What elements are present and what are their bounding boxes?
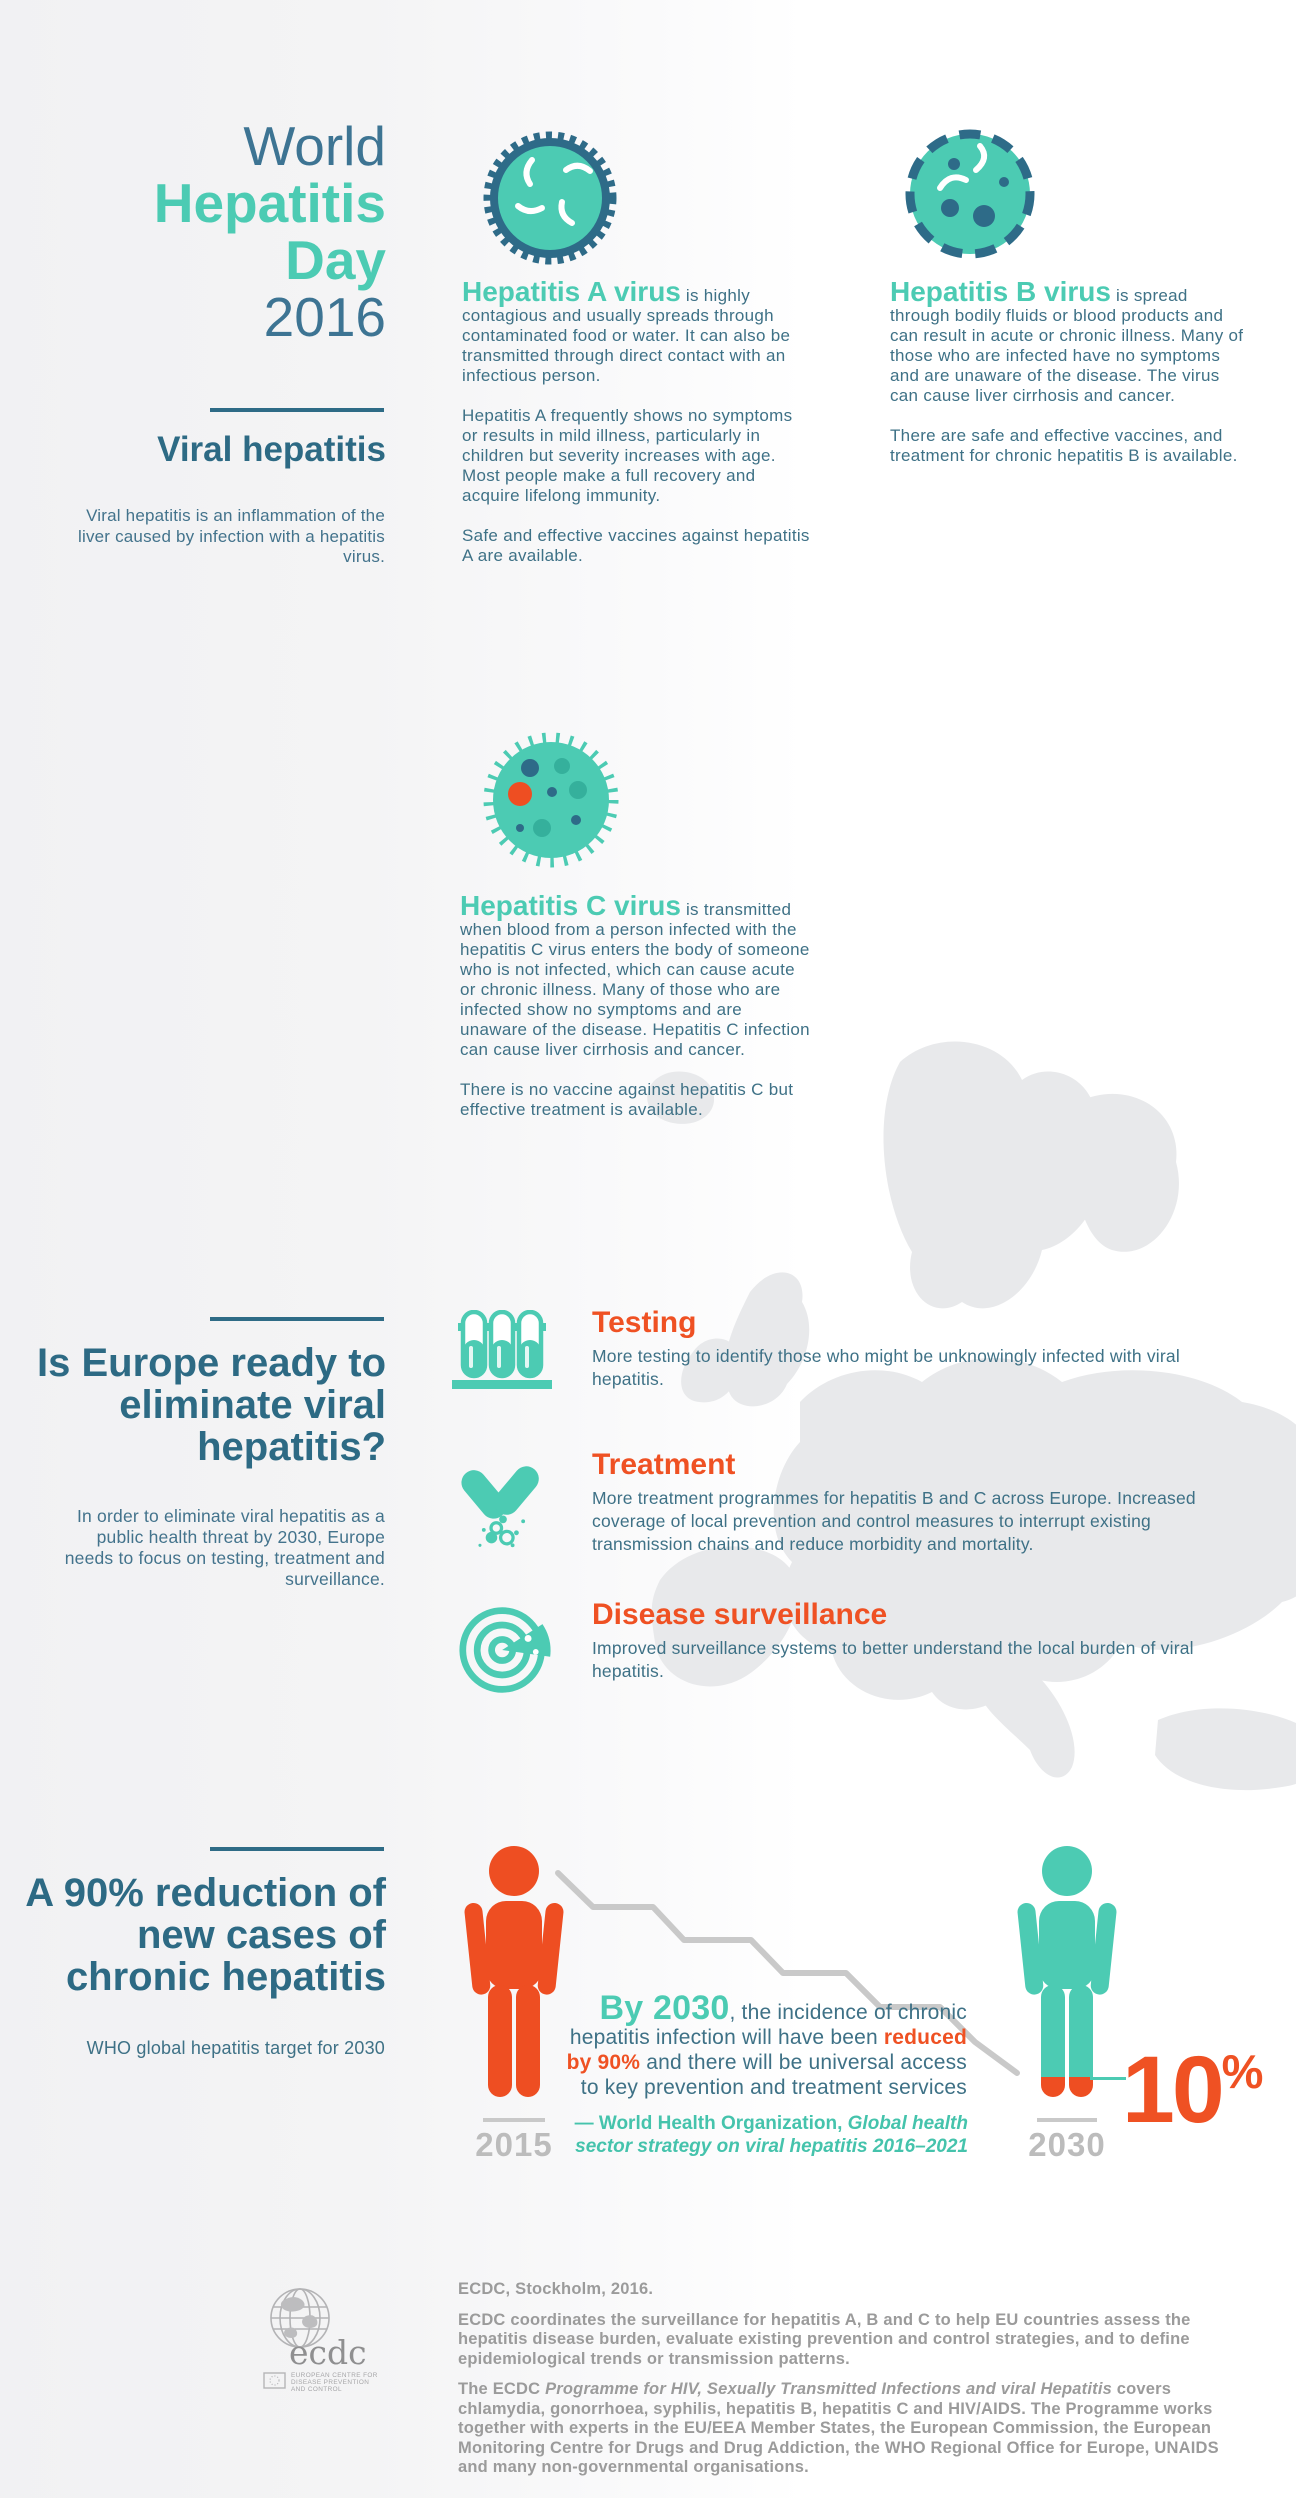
footer-paragraph-1: ECDC coordinates the surveillance for hepatitis A, B and C to help EU countries assess the hepatitis disease burden, evaluate existing prevention and control strategies, and to define epidemiological trends or transmission patterns. <box>458 2310 1191 2368</box>
hepatitis-c-card <box>460 890 812 1140</box>
percent-number: 10 <box>1122 2037 1222 2143</box>
virus-c-orange-dot <box>508 782 532 806</box>
treatment-text: More treatment programmes for hepatitis B and C across Europe. Increased coverage of local prevention and control measures to interrupt existing transmission chains and reduce morbidity and mortality. <box>592 1488 1196 1554</box>
footer-text-block <box>458 2280 1250 2489</box>
action-surveillance <box>592 1598 1242 1683</box>
hepatitis-c-virus-icon <box>478 728 624 872</box>
percent-sign: % <box>1221 2045 1264 2098</box>
title-day: Day <box>285 229 386 291</box>
person-2030-underline <box>1037 2118 1097 2122</box>
footer-para2-post: covers chlamydia, gonorrhoea, syphilis, hepatitis B, hepatitis C and HIV/AIDS. The Programme works together with experts in the EU/EEA Member States, the European Commission, the European Monitoring Centre for Drugs and Drug Addiction, the WHO Regional Office for Europe, UNAIDS and many non-governmental organisations. <box>458 2380 1219 2476</box>
footer-citation: ECDC, Stockholm, 2016. <box>458 2280 654 2298</box>
surveillance-title: Disease surveillance <box>592 1598 888 1631</box>
ecdc-caption-line1: EUROPEAN CENTRE FOR <box>291 2372 378 2379</box>
ecdc-caption-line2: DISEASE PREVENTION <box>291 2379 370 2386</box>
ecdc-logo-text: ecdc <box>289 2333 367 2372</box>
hepatitis-a-paragraph-3: Safe and effective vaccines against hepatitis A are available. <box>462 526 810 565</box>
statement-highlight: reduced by 90% <box>566 2026 967 2074</box>
title-world: World <box>243 115 386 177</box>
section-divider-1 <box>210 408 384 412</box>
ecdc-logo <box>262 2286 387 2398</box>
hepatitis-b-paragraph-1 <box>890 276 1252 406</box>
page-title <box>0 115 386 348</box>
viral-hepatitis-intro: Viral hepatitis is an inflammation of the liver caused by infection with a hepatitis virus. <box>77 506 385 566</box>
pills-icon <box>455 1456 551 1552</box>
viral-hepatitis-heading: Viral hepatitis <box>157 430 386 469</box>
map-scandinavia <box>883 1042 1103 1309</box>
treatment-title: Treatment <box>592 1448 736 1481</box>
footer-programme-name: Programme for HIV, Sexually Transmitted Infections and viral Hepatitis <box>545 2380 1112 2398</box>
ecdc-caption-line3: AND CONTROL <box>291 2386 342 2393</box>
person-2030-icon <box>1008 1845 1126 2113</box>
person-2015-underline <box>483 2118 545 2122</box>
hepatitis-a-paragraph-2: Hepatitis A frequently shows no symptoms or results in mild illness, particularly in children but severity increases with age. Most people make a full recovery and acquire lifelong immunity. <box>462 406 793 505</box>
hepatitis-a-title: Hepatitis A virus <box>462 276 681 307</box>
testing-text: More testing to identify those who might be unknowingly infected with viral hepatitis. <box>592 1346 1180 1389</box>
hepatitis-b-title: Hepatitis B virus <box>890 276 1111 307</box>
hepatitis-c-title: Hepatitis C virus <box>460 890 681 921</box>
statement-mid: , the incidence of chronic hepatitis infection will have been <box>569 2001 967 2049</box>
hepatitis-b-description: is spread through bodily fluids or blood products and can result in acute or chronic illness. Many of those who are infected have no symptoms and are unaware of the disease. The virus can cause liver cirrhosis and cancer. <box>890 286 1244 405</box>
testing-title: Testing <box>592 1306 697 1339</box>
action-treatment <box>592 1448 1242 1556</box>
statement-by-2030: By 2030 <box>599 1989 730 2027</box>
radar-icon <box>458 1600 554 1700</box>
europe-section-heading: Is Europe ready to eliminate viral hepatitis? <box>37 1341 386 1469</box>
attribution-source: — World Health Organization, <box>574 2113 848 2134</box>
hepatitis-a-description: is highly contagious and usually spreads through contaminated food or water. It can also be transmitted through direct contact with an infectious person. <box>462 286 791 385</box>
section-divider-3 <box>210 1847 384 1851</box>
title-year: 2016 <box>263 286 386 348</box>
hepatitis-a-card <box>462 276 810 586</box>
eu-flag-icon <box>264 2373 285 2388</box>
hepatitis-b-virus-icon <box>892 120 1048 270</box>
surveillance-text: Improved surveillance systems to better understand the local burden of viral hepatitis. <box>592 1638 1194 1681</box>
ten-percent-connector-line <box>1090 2077 1126 2080</box>
europe-section-text: In order to eliminate viral hepatitis as a public health threat by 2030, Europe needs to focus on testing, treatment and surveillance. <box>64 1506 385 1589</box>
footer-paragraph-2 <box>458 2380 1250 2478</box>
map-finland <box>1076 1094 1179 1252</box>
hepatitis-c-description: is transmitted when blood from a person infected with the hepatitis C virus enters the body of someone who is not infected, which can cause acute or chronic illness. Many of those who are infected show no symptoms and are unaware of the disease. Hepatitis C infection can cause liver cirrhosis and cancer. <box>460 900 810 1059</box>
target-statement <box>547 1989 967 2100</box>
hepatitis-c-paragraph-2: There is no vaccine against hepatitis C but effective treatment is available. <box>460 1080 794 1119</box>
hepatitis-a-virus-icon <box>474 126 626 272</box>
who-attribution <box>568 2112 968 2158</box>
section-divider-2 <box>210 1317 384 1321</box>
test-tubes-icon <box>452 1310 552 1390</box>
ten-percent-value <box>1122 2036 1263 2145</box>
hepatitis-c-paragraph-1 <box>460 890 812 1060</box>
title-hepatitis: Hepatitis <box>153 172 386 234</box>
hepatitis-b-paragraph-2: There are safe and effective vaccines, and treatment for chronic hepatitis B is available. <box>890 426 1238 465</box>
hepatitis-a-paragraph-1 <box>462 276 810 386</box>
europe-map-background <box>600 1020 1296 1840</box>
attribution-document: Global health sector strategy on viral hepatitis 2016–2021 <box>575 2113 968 2157</box>
target-section-subheading: WHO global hepatitis target for 2030 <box>86 2038 385 2058</box>
statement-end: and there will be universal access to key prevention and treatment services <box>580 2051 967 2099</box>
year-2015-label: 2015 <box>475 2126 553 2163</box>
year-2030-label: 2030 <box>1028 2126 1106 2163</box>
footer-para2-pre: The ECDC <box>458 2380 546 2398</box>
map-turkey <box>1155 1708 1296 1790</box>
hepatitis-b-card <box>890 276 1252 486</box>
action-testing <box>592 1306 1242 1391</box>
target-section-heading: A 90% reduction of new cases of chronic hepatitis <box>25 1871 386 1999</box>
